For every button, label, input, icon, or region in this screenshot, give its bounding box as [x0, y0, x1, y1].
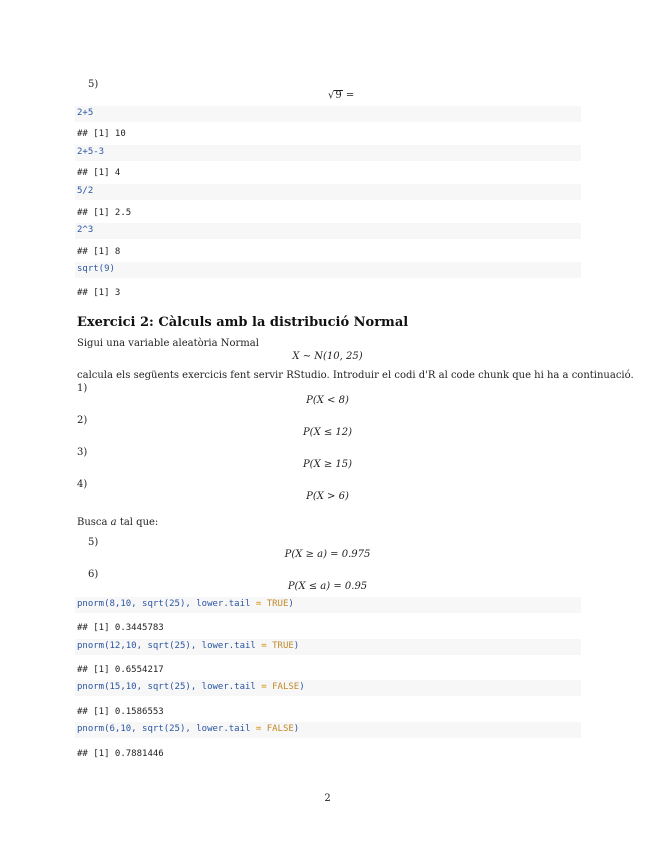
code-output: ## [1] 0.7881446 — [77, 749, 164, 759]
code-chunk — [75, 223, 581, 239]
code-output: ## [1] 0.1586553 — [77, 707, 164, 717]
code-output: ## [1] 10 — [77, 129, 126, 139]
code-args2: (25), — [169, 641, 202, 651]
code-fn2: sqrt — [142, 599, 164, 609]
code-close: ) — [293, 724, 300, 734]
item-number: 5) — [88, 537, 99, 548]
section-title: Exercici 2: Càlculs amb la distribució Normal — [77, 315, 409, 330]
code-output: ## [1] 0.6554217 — [77, 665, 164, 675]
code-fn2: sqrt — [147, 641, 170, 651]
code-value: TRUE — [266, 599, 289, 609]
search-suffix: tal que: — [116, 517, 159, 528]
item-number: 6) — [88, 569, 99, 580]
code-eq: = — [250, 724, 267, 734]
code-output: ## [1] 2.5 — [77, 208, 132, 218]
code-args: (15,10, — [104, 682, 148, 692]
code-chunk — [75, 262, 581, 278]
code-args: (6,10, — [104, 724, 143, 734]
sqrt-formula — [328, 90, 354, 101]
code-close: ) — [299, 682, 305, 692]
code-line: 2+5-3 — [77, 147, 105, 157]
code-value: FALSE — [272, 682, 300, 692]
item-number: 2) — [77, 415, 88, 426]
instructions-text: calcula els següents exercicis fent servir RStudio. Introduir el codi d'R al code chunk que hi ha a continuació. — [77, 370, 634, 381]
code-output: ## [1] 0.3445783 — [77, 623, 164, 633]
code-args2: (25), — [163, 599, 197, 609]
code-value: FALSE — [266, 724, 294, 734]
item-number: 1) — [77, 383, 88, 394]
code-chunk — [75, 184, 581, 200]
distribution-formula: X ∼ N(10, 25) — [292, 351, 363, 362]
formula: P(X ≤ a) = 0.95 — [287, 581, 368, 592]
search-text — [77, 517, 158, 528]
formula: P(X ≥ 15) — [302, 459, 353, 470]
code-eq: = — [250, 599, 267, 609]
item-number: 4) — [77, 479, 88, 490]
item-number: 3) — [77, 447, 88, 458]
code-close: ) — [288, 599, 294, 609]
code-line: sqrt(9) — [77, 264, 115, 274]
code-line — [77, 724, 299, 734]
formula: P(X > 6) — [306, 491, 349, 502]
code-chunk — [75, 680, 581, 696]
code-fn: pnorm — [77, 641, 105, 651]
code-line: 2^3 — [77, 225, 94, 235]
code-chunk — [75, 145, 581, 161]
code-chunk — [75, 597, 581, 613]
search-var: a — [110, 517, 117, 528]
code-output: ## [1] 8 — [77, 247, 121, 257]
sqrt-symbol: √ — [328, 90, 335, 101]
code-param: lower.tail — [201, 641, 256, 651]
code-args2: (25), — [163, 724, 197, 734]
code-line — [77, 641, 299, 651]
code-args: (12,10, — [104, 641, 148, 651]
code-args: (8,10, — [104, 599, 143, 609]
code-fn2: sqrt — [147, 682, 170, 692]
formula: P(X ≥ a) = 0.975 — [284, 549, 371, 560]
code-param: lower.tail — [196, 599, 251, 609]
code-line: 2+5 — [77, 108, 94, 118]
item-number: 5) — [88, 79, 99, 90]
intro-text: Sigui una variable aleatòria Normal — [77, 338, 259, 349]
code-eq: = — [255, 682, 273, 692]
code-fn: pnorm — [77, 724, 105, 734]
page-number: 2 — [324, 793, 331, 804]
formula: P(X ≤ 12) — [302, 427, 353, 438]
sqrt-radicand: 9 — [335, 90, 342, 101]
code-value: TRUE — [272, 641, 294, 651]
code-param: lower.tail — [196, 724, 251, 734]
code-line: 5/2 — [77, 186, 94, 196]
code-eq: = — [255, 641, 273, 651]
formula: P(X < 8) — [306, 395, 349, 406]
code-line — [77, 682, 305, 692]
code-close: ) — [293, 641, 300, 651]
code-line — [77, 599, 294, 609]
code-chunk — [75, 722, 581, 738]
code-fn2: sqrt — [142, 724, 164, 734]
code-chunk — [75, 106, 581, 122]
search-prefix: Busca — [77, 517, 111, 528]
code-output: ## [1] 4 — [77, 168, 121, 178]
code-args2: (25), — [169, 682, 202, 692]
code-chunk — [75, 639, 581, 655]
code-output: ## [1] 3 — [77, 288, 121, 298]
code-param: lower.tail — [201, 682, 256, 692]
code-fn: pnorm — [77, 682, 105, 692]
code-fn: pnorm — [77, 599, 105, 609]
formula-suffix: = — [342, 90, 355, 101]
